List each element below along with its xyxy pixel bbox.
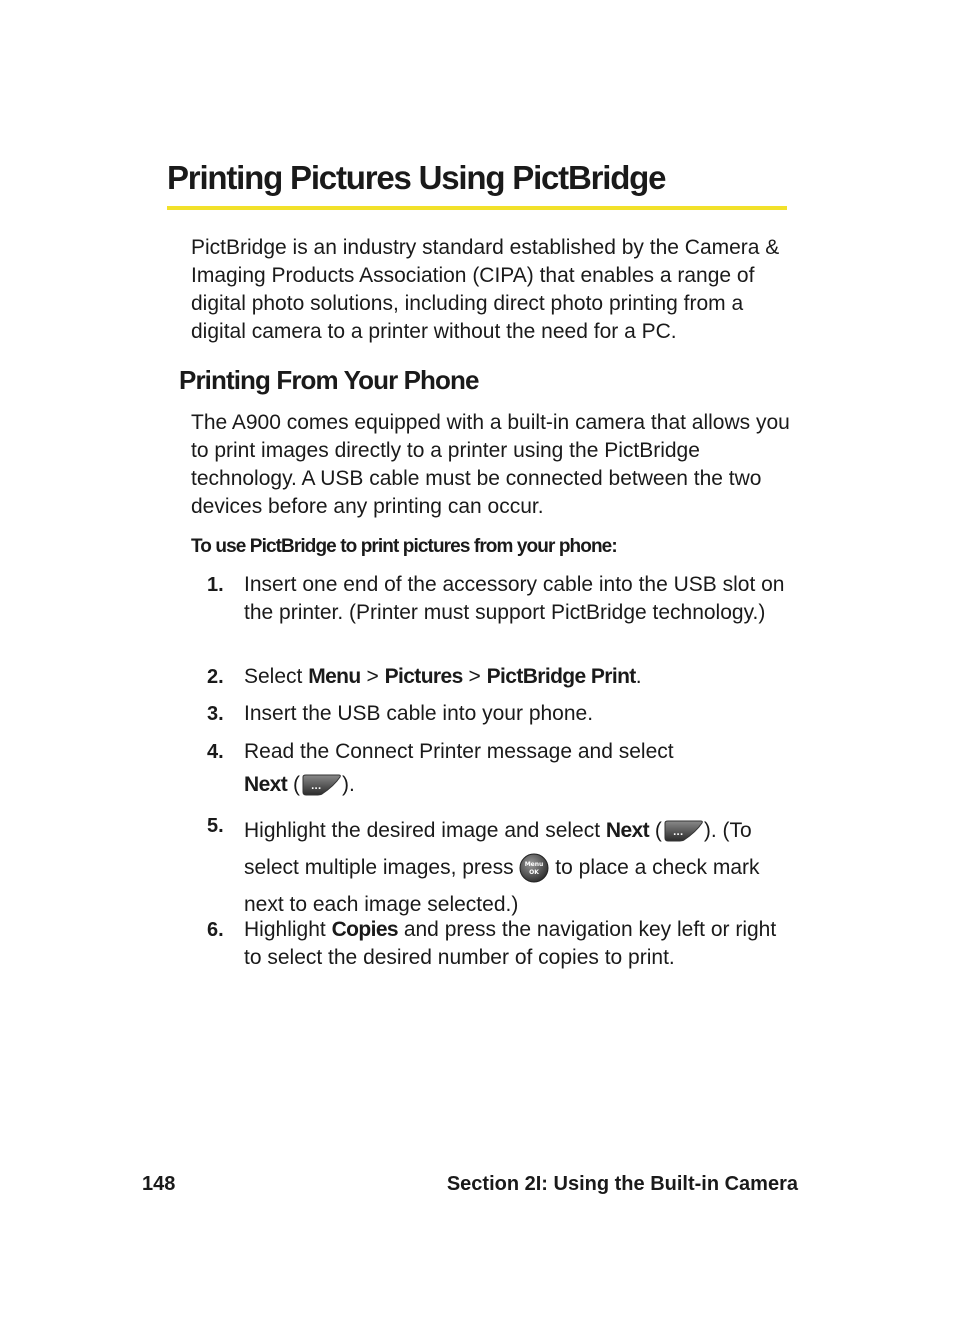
step-text-part: Highlight	[244, 918, 332, 941]
menu-ok-key-icon	[519, 853, 549, 883]
pictbridge-print-label: PictBridge Print	[486, 665, 636, 688]
intro-paragraph: PictBridge is an industry standard established by the Camera & Imaging Products Association (CIPA) that enables a range of digital photo solutions, including direct photo printing from a digital camera to a printer without the need for a PC.	[191, 236, 780, 343]
step-number: 5.	[207, 815, 224, 837]
softkey-glyph: ...	[672, 828, 684, 838]
steps-lead: To use PictBridge to print pictures from your phone:	[191, 536, 617, 557]
step-text-part: .	[635, 665, 642, 688]
step-number: 4.	[207, 741, 224, 763]
body-paragraph: The A900 comes equipped with a built-in camera that allows you to print images directly to a printer using the PictBridge technology. A USB cable must be connected between the two devices before any printing can occur.	[191, 411, 790, 518]
step-number: 1.	[207, 574, 224, 596]
separator: >	[462, 665, 487, 688]
step-text: Insert the USB cable into your phone.	[244, 702, 594, 725]
navkey-bottom-label: OK	[529, 869, 540, 876]
step-text-part: and press the navigation key left or right to select the desired number of copies to print.	[244, 918, 777, 969]
separator: >	[360, 665, 385, 688]
title-underline	[167, 206, 787, 210]
step-text: Insert one end of the accessory cable into the USB slot on the printer. (Printer must support PictBridge technology.)	[244, 573, 785, 624]
navkey-top-label: Menu	[525, 861, 544, 868]
right-softkey-icon	[300, 774, 342, 796]
step-text-part: Highlight the desired image and select	[244, 819, 606, 842]
step-number: 6.	[207, 919, 224, 941]
step-text	[244, 771, 789, 799]
page-number: 148	[142, 1173, 176, 1195]
step-number: 3.	[207, 703, 224, 725]
step-number: 2.	[207, 666, 224, 688]
step-text: Read the Connect Printer message and select	[244, 740, 674, 763]
next-label: Next	[605, 819, 650, 842]
pictures-label: Pictures	[384, 665, 463, 688]
next-label: Next	[244, 773, 288, 796]
step-text-part: ). (To select multiple images, press	[244, 819, 752, 879]
copies-label: Copies	[331, 918, 398, 941]
menu-label: Menu	[308, 665, 361, 688]
section-heading: Printing From Your Phone	[179, 365, 479, 395]
step-text	[244, 663, 789, 691]
step-text-part: to place a check mark next to each image selected.)	[244, 856, 760, 916]
step-text-part: (	[287, 773, 300, 796]
step-text-part: Select	[244, 665, 309, 688]
page-title: Printing Pictures Using PictBridge	[167, 159, 666, 196]
step-text	[244, 916, 789, 972]
step-text	[244, 812, 789, 923]
softkey-glyph: ...	[310, 782, 322, 792]
step-text-part: ).	[341, 773, 355, 796]
right-softkey-icon	[662, 820, 704, 842]
section-footer: Section 2I: Using the Built-in Camera	[446, 1173, 798, 1195]
step-text-part: (	[649, 819, 662, 842]
